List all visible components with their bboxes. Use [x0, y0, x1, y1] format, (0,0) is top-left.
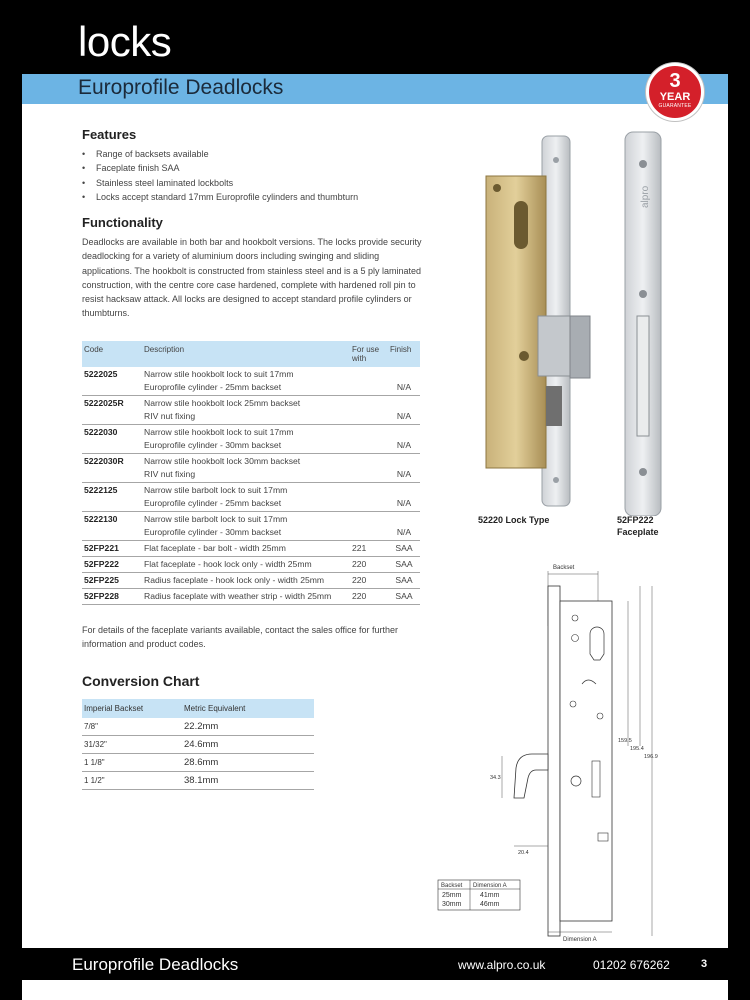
dim-table-col: Dimension A	[473, 883, 507, 889]
conversion-table	[82, 699, 314, 790]
guarantee-badge	[646, 63, 704, 121]
row-use: 220	[350, 557, 388, 573]
imperial-value: 7/8"	[82, 718, 182, 736]
list-item: • Locks accept standard 17mm Europrofile cylinders and thumbturn	[82, 190, 358, 204]
row-use	[350, 425, 388, 454]
details-note: For details of the faceplate variants available, contact the sales office for further information and product codes.	[82, 625, 399, 650]
table-header-row	[82, 341, 420, 367]
dim-a-label: Dimension A	[563, 937, 597, 943]
row-code: 5222125	[82, 483, 142, 512]
metric-value: 22.2mm	[182, 718, 314, 736]
table-row	[82, 754, 314, 772]
section-title: locks	[78, 18, 172, 65]
desc-line: Narrow stile hookbolt lock to suit 17mm	[144, 427, 294, 437]
dim-table-cell: 46mm	[480, 901, 500, 908]
imperial-value: 1 1/2"	[82, 772, 182, 790]
dim-table-cell: 30mm	[442, 901, 462, 908]
row-finish: N/A	[388, 425, 420, 454]
technical-drawing	[430, 556, 670, 948]
page-title: Europrofile Deadlocks	[78, 76, 284, 99]
desc-line: Europrofile cylinder - 25mm backset	[144, 498, 282, 508]
desc-line: Europrofile cylinder - 30mm backset	[144, 440, 282, 450]
col-metric: Metric Equivalent	[182, 699, 314, 718]
row-description	[142, 454, 350, 483]
row-code: 5222030	[82, 425, 142, 454]
row-use	[350, 396, 388, 425]
metric-value: 24.6mm	[182, 736, 314, 754]
row-description	[142, 396, 350, 425]
table-row	[82, 454, 420, 483]
row-code: 5222030R	[82, 454, 142, 483]
desc-line: RIV nut fixing	[144, 469, 196, 479]
faceplate-photo	[625, 132, 661, 516]
row-use	[350, 454, 388, 483]
list-item: • Faceplate finish SAA	[82, 161, 358, 175]
dim-34: 34.3	[490, 775, 501, 781]
row-description	[142, 367, 350, 396]
lock-caption: 52220 Lock Type	[478, 515, 550, 525]
drawing-hook	[514, 754, 548, 798]
col-imperial: Imperial Backset	[82, 699, 182, 718]
row-finish: N/A	[388, 483, 420, 512]
row-use: 220	[350, 573, 388, 589]
footer-phone: 01202 676262	[593, 958, 670, 972]
footer-title: Europrofile Deadlocks	[72, 955, 239, 974]
desc-line: Narrow stile hookbolt lock to suit 17mm	[144, 369, 294, 379]
features-heading: Features	[82, 127, 137, 142]
table-row	[82, 573, 420, 589]
table-row	[82, 736, 314, 754]
cylinder-cutout	[590, 627, 604, 660]
row-finish: N/A	[388, 367, 420, 396]
backset-label: Backset	[553, 565, 575, 571]
row-code: 5222130	[82, 512, 142, 541]
row-description: Flat faceplate - hook lock only - width 25mm	[142, 557, 350, 573]
table-header-row	[82, 699, 314, 718]
row-code: 52FP225	[82, 573, 142, 589]
table-row	[82, 425, 420, 454]
metric-value: 38.1mm	[182, 772, 314, 790]
desc-line: Europrofile cylinder - 25mm backset	[144, 382, 282, 392]
product-table	[82, 341, 420, 605]
row-description	[142, 425, 350, 454]
row-use	[350, 483, 388, 512]
badge-guarantee: GUARANTEE	[658, 103, 692, 109]
row-use: 220	[350, 589, 388, 605]
dim-159: 159.5	[618, 738, 632, 744]
features-list	[82, 147, 358, 204]
dim-195: 195.4	[630, 746, 644, 752]
table-row	[82, 557, 420, 573]
dim-table-col: Backset	[441, 883, 463, 889]
row-use	[350, 512, 388, 541]
faceplate-caption-code: 52FP222	[617, 515, 654, 525]
imperial-value: 31/32"	[82, 736, 182, 754]
table-row	[82, 772, 314, 790]
row-code: 52FP222	[82, 557, 142, 573]
faceplate-brand: alpro	[640, 185, 651, 208]
page-number: 3	[701, 958, 708, 970]
row-description	[142, 483, 350, 512]
table-row	[82, 512, 420, 541]
drawing-faceplate	[548, 586, 560, 936]
list-item: • Range of backsets available	[82, 147, 358, 161]
drawing-slot	[598, 833, 608, 841]
desc-line: Narrow stile barbolt lock to suit 17mm	[144, 485, 288, 495]
table-row	[82, 589, 420, 605]
imperial-value: 1 1/8"	[82, 754, 182, 772]
col-code: Code	[82, 341, 142, 367]
functionality-text: Deadlocks are available in both bar and hookbolt versions. The locks provide security deadlocking for a variety of aluminium doors including swinging and sliding applications. The hookbolt is constructed from stainless steel and is a 5 ply laminated construction, with the centre core case hardened, complete with hardened roll pin to resist hacksaw attack. All locks are designed to accept standard profile cylinders or thumbturns.	[82, 237, 422, 319]
row-finish: N/A	[388, 396, 420, 425]
table-row	[82, 396, 420, 425]
row-finish: SAA	[388, 573, 420, 589]
table-row	[82, 483, 420, 512]
desc-line: Narrow stile barbolt lock to suit 17mm	[144, 514, 288, 524]
row-use	[350, 367, 388, 396]
row-code: 52FP221	[82, 541, 142, 557]
dimension-table	[438, 880, 520, 910]
product-photos	[430, 116, 728, 516]
dim-table-cell: 41mm	[480, 892, 500, 899]
dim-196: 196.9	[644, 754, 658, 760]
conversion-heading: Conversion Chart	[82, 673, 200, 689]
col-description: Description	[142, 341, 350, 367]
row-description: Radius faceplate - hook lock only - width 25mm	[142, 573, 350, 589]
row-code: 5222025R	[82, 396, 142, 425]
row-finish: SAA	[388, 589, 420, 605]
badge-year: YEAR	[659, 91, 691, 103]
drawing-slot	[592, 761, 600, 797]
dim-table-cell: 25mm	[442, 892, 462, 899]
functionality-heading: Functionality	[82, 215, 163, 230]
col-use: For use with	[350, 341, 388, 367]
row-finish: N/A	[388, 454, 420, 483]
faceplate-caption-label: Faceplate	[617, 527, 659, 537]
table-row	[82, 541, 420, 557]
col-finish: Finish	[388, 341, 420, 367]
row-description: Flat faceplate - bar bolt - width 25mm	[142, 541, 350, 557]
row-use: 221	[350, 541, 388, 557]
desc-line: Narrow stile hookbolt lock 30mm backset	[144, 456, 301, 466]
table-row	[82, 718, 314, 736]
dim-20: 20.4	[518, 850, 529, 856]
row-code: 52FP228	[82, 589, 142, 605]
badge-number: 3	[669, 70, 681, 92]
list-item: • Stainless steel laminated lockbolts	[82, 176, 358, 190]
desc-line: Narrow stile hookbolt lock 25mm backset	[144, 398, 301, 408]
row-finish: SAA	[388, 541, 420, 557]
desc-line: Europrofile cylinder - 30mm backset	[144, 527, 282, 537]
row-description: Radius faceplate with weather strip - width 25mm	[142, 589, 350, 605]
desc-line: RIV nut fixing	[144, 411, 196, 421]
table-row	[82, 367, 420, 396]
row-code: 5222025	[82, 367, 142, 396]
lock-photo	[486, 136, 590, 506]
metric-value: 28.6mm	[182, 754, 314, 772]
row-finish: N/A	[388, 512, 420, 541]
row-finish: SAA	[388, 557, 420, 573]
footer-website[interactable]: www.alpro.co.uk	[458, 958, 546, 972]
row-description	[142, 512, 350, 541]
